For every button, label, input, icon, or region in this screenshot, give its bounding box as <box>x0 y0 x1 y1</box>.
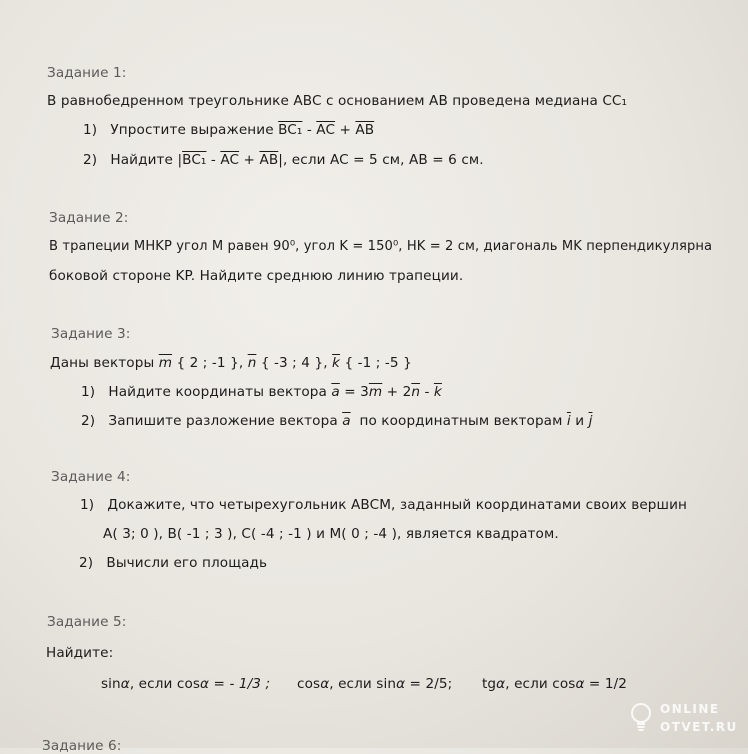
fn-name: sin <box>101 676 121 692</box>
task6-heading: Задание 6: <box>42 738 122 754</box>
alpha: α <box>496 676 506 692</box>
fn-name: tg <box>482 676 497 692</box>
vector-k: $\overline{k}$ <box>332 355 341 371</box>
vector-k-coords: { -1 ; -5 } <box>344 355 412 371</box>
task3-heading: Задание 3: <box>51 326 131 342</box>
value: = 2/5; <box>409 676 453 692</box>
expr-part: - <box>424 384 430 400</box>
abs-bar-right: | <box>278 152 283 168</box>
item-text: Найдите <box>110 152 174 168</box>
item-number: 2) <box>81 413 96 429</box>
alpha: α <box>396 676 406 692</box>
task5-part1 <box>101 676 270 692</box>
item-text: по координатным векторам <box>359 413 563 429</box>
condition: , если cos <box>129 676 201 692</box>
item-text: Запишите разложение вектора <box>108 413 338 429</box>
task1-item2 <box>83 152 484 168</box>
task5-part3 <box>482 676 627 692</box>
task1-statement: В равнобедренном треугольнике ABC с основанием AB проведена медиана CC₁ <box>47 93 628 109</box>
operator: + <box>339 122 351 138</box>
item-number: 2) <box>83 152 98 168</box>
lightbulb-icon <box>628 702 654 732</box>
alpha: α <box>120 676 130 692</box>
task5-find: Найдите: <box>46 645 114 661</box>
condition: , если sin <box>329 676 397 692</box>
item-condition: , если AC = 5 см, AB = 6 см. <box>282 152 484 168</box>
task1-item1 <box>83 122 374 138</box>
alpha: α <box>320 676 330 692</box>
item-text: и <box>575 413 585 429</box>
item-text: Докажите, что четырехугольник ABCM, заданный координатами своих вершин <box>107 497 687 513</box>
vector-i: $\overline{i}$ <box>566 413 571 429</box>
vector-ac: $\overline{AC}$ <box>316 122 336 138</box>
condition: , если cos <box>505 676 576 692</box>
task3-intro <box>50 355 412 371</box>
vector-ab: $\overline{AB}$ <box>355 122 375 138</box>
vector-k: $\overline{k}$ <box>433 384 442 400</box>
watermark-line2: OTVET.RU <box>660 720 738 734</box>
expr-part: = 3 <box>344 384 369 400</box>
vector-j: $\overline{j}$ <box>588 413 593 429</box>
watermark-line1: ONLINE <box>660 702 720 716</box>
task4-heading: Задание 4: <box>51 469 131 485</box>
item-number: 1) <box>80 497 95 513</box>
item-text: Упростите выражение <box>110 122 274 138</box>
fn-name: cos <box>297 676 321 692</box>
expr-part: + 2 <box>386 384 412 400</box>
vector-bc1: BC₁ <box>278 122 303 138</box>
abs-bar-left: | <box>177 152 183 168</box>
vector-a: $\overline{a}$ <box>331 384 340 400</box>
item-number: 2) <box>79 555 94 571</box>
task5-heading: Задание 5: <box>47 614 127 630</box>
operator: - <box>210 152 216 168</box>
vector-m-coords: { 2 ; -1 }, <box>176 355 244 371</box>
task5-part2 <box>297 676 452 692</box>
vector-n: $\overline{n}$ <box>247 355 257 371</box>
task2-heading: Задание 2: <box>49 210 129 226</box>
task2-line2: боковой стороне KP. Найдите среднюю линию трапеции. <box>49 268 464 284</box>
operator: - <box>306 122 312 138</box>
item-number: 1) <box>81 384 96 400</box>
vector-m: $\overline{m}$ <box>158 355 173 371</box>
vector-bc1: BC₁ <box>182 152 207 168</box>
vector-n: $\overline{n}$ <box>411 384 421 400</box>
vector-a: $\overline{a}$ <box>342 413 351 429</box>
task3-item2 <box>81 413 592 429</box>
task4-item2 <box>79 555 267 571</box>
watermark-logo <box>628 698 742 738</box>
operator: + <box>243 152 256 168</box>
item-text: Вычисли его площадь <box>106 555 268 571</box>
task3-item1 <box>81 384 442 400</box>
task2-line1: В трапеции MHKP угол M равен 90⁰, угол K = 150⁰, HK = 2 см, диагональ MK перпендикулярна <box>49 239 713 254</box>
vector-ab: $\overline{AB}$ <box>259 152 279 168</box>
task4-item1-line2: A( 3; 0 ), B( -1 ; 3 ), C( -4 ; -1 ) и M( 0 ; -4 ), является квадратом. <box>103 526 559 542</box>
vector-n-coords: { -3 ; 4 }, <box>260 355 328 371</box>
vector-m: $\overline{m}$ <box>368 384 383 400</box>
task4-item1-line1 <box>80 497 687 513</box>
item-text: Найдите координаты вектора <box>108 384 327 400</box>
vector-ac: $\overline{AC}$ <box>220 152 240 168</box>
value: = 1/2 <box>588 676 628 692</box>
task1-heading: Задание 1: <box>47 65 127 81</box>
alpha: α <box>575 676 585 692</box>
intro-text: Даны векторы <box>50 355 155 371</box>
item-number: 1) <box>83 122 98 138</box>
value: = - 1/3 ; <box>213 676 271 692</box>
alpha: α <box>200 676 210 692</box>
